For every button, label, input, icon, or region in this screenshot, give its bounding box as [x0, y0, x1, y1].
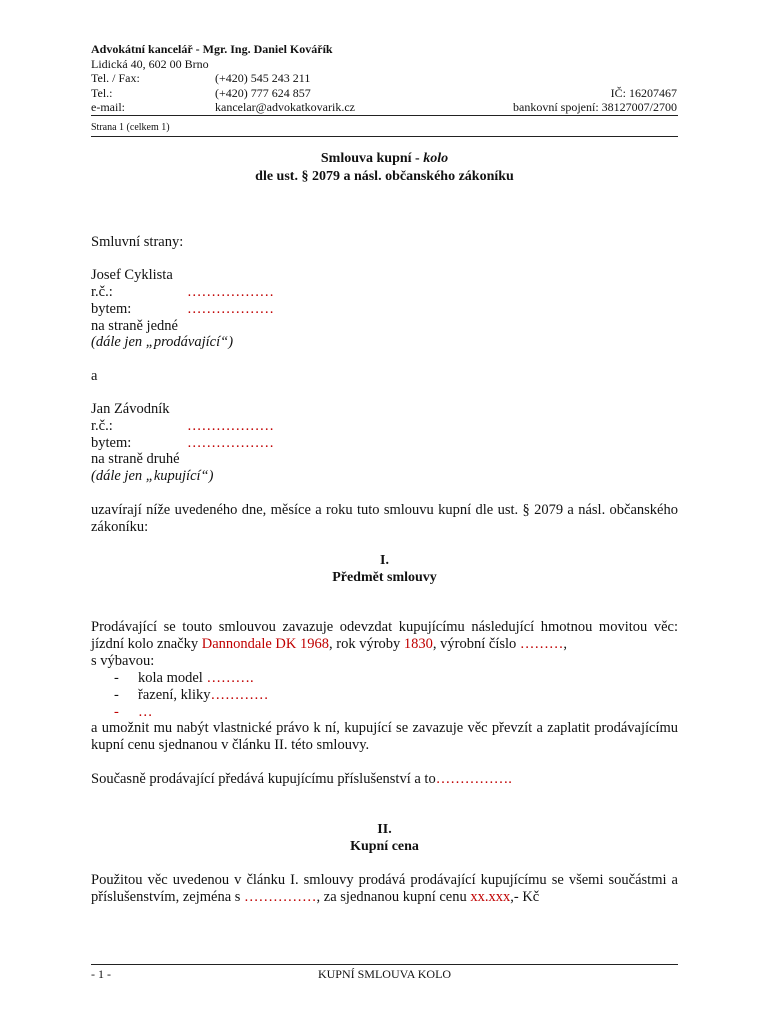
seller-address-label: bytem: — [91, 301, 132, 317]
header-divider — [91, 115, 678, 116]
article-2-heading: Kupní cena — [350, 839, 419, 854]
email-label: e-mail: — [91, 100, 125, 114]
buyer-address-value: ……………… — [187, 435, 274, 451]
email-value: kancelar@advokatkovarik.cz — [215, 100, 355, 114]
parties-intro: uzavírají níže uvedeného dne, měsíce a roku tuto smlouvu kupní dle ust. § 2079 a násl. občanského zákoníku: — [91, 502, 678, 535]
equipment-label: s výbavou: — [91, 653, 155, 669]
list-item — [114, 704, 153, 721]
price-text-b: , za sjednanou kupní cenu — [316, 888, 471, 905]
seller-alias: (dále jen „prodávající“) — [91, 334, 234, 350]
bullet-dash: - — [114, 670, 119, 686]
tel-label: Tel.: — [91, 85, 113, 100]
article-1-text-d: , — [563, 635, 568, 652]
bullet-label: řazení, kliky — [138, 687, 211, 703]
buyer-name: Jan Závodník — [91, 401, 170, 417]
accessories-value: ……………. — [435, 771, 512, 787]
article-2-paragraph-1 — [91, 872, 678, 905]
footer-divider — [91, 964, 678, 965]
header-divider-bottom — [91, 136, 678, 137]
buyer-address-label: bytem: — [91, 435, 132, 451]
bank-account: bankovní spojení: 38127007/2700 — [513, 100, 677, 114]
buyer-rc-label: r.č.: — [91, 418, 113, 434]
title-prefix: Smlouva kupní - — [320, 151, 424, 166]
price-text-c: ,- Kč — [510, 888, 540, 905]
article-2-number: II. — [377, 822, 392, 837]
article-1-text-b: , rok výroby — [329, 635, 404, 652]
footer-title: KUPNÍ SMLOUVA KOLO — [317, 967, 452, 981]
bullet-value: … — [138, 704, 153, 720]
bullet-label: kola model — [138, 670, 207, 686]
article-1-paragraph-3 — [91, 771, 512, 788]
phone-fax-value: (+420) 545 243 211 — [215, 71, 311, 85]
seller-rc-value: ……………… — [187, 284, 274, 300]
bike-serial: ……… — [519, 635, 564, 652]
seller-name: Josef Cyklista — [91, 267, 173, 283]
tel-value: (+420) 777 624 857 — [215, 85, 311, 100]
bullet-dash: - — [114, 704, 119, 720]
price-value: xx.xxx — [470, 888, 511, 905]
article-1-paragraph-2: a umožnit mu nabýt vlastnické právo k ní, kupující se zavazuje věc převzít a zaplatit prodávajícímu kupní cenu sjednanou v článku II. této smlouvy. — [91, 720, 678, 753]
document-subtitle: dle ust. § 2079 a násl. občanského zákoníku — [255, 169, 514, 184]
footer-page-number: - 1 - — [91, 967, 111, 981]
firm-name: Advokátní kancelář - Mgr. Ing. Daniel Kovářík — [91, 42, 333, 56]
article-1-heading: Předmět smlouvy — [332, 570, 437, 585]
bullet-dash: - — [114, 687, 119, 703]
company-id: IČ: 16207467 — [610, 85, 677, 100]
bike-year: 1830 — [403, 635, 433, 652]
article-1-text-c: , výrobní číslo — [432, 635, 520, 652]
parties-and: a — [91, 368, 98, 384]
phone-fax-label: Tel. / Fax: — [91, 71, 140, 85]
article-1-paragraph-1 — [91, 619, 678, 652]
seller-side: na straně jedné — [91, 318, 178, 334]
bike-brand: Dannondale DK 1968 — [201, 635, 329, 652]
article-1-text-a: Prodávající se touto smlouvou zavazuje odevzdat kupujícímu následující hmotnou movitou věc: jízdní kolo značky — [91, 619, 678, 652]
page-info: Strana 1 (celkem 1) — [91, 122, 170, 133]
list-item — [114, 670, 254, 687]
bullet-value: ………… — [210, 687, 269, 703]
seller-address-value: ……………… — [187, 301, 274, 317]
list-item — [114, 687, 268, 704]
accessories-text: Současně prodávající předává kupujícímu příslušenství a to — [91, 771, 436, 787]
firm-address: Lidická 40, 602 00 Brno — [91, 56, 209, 71]
buyer-rc-value: ……………… — [187, 418, 274, 434]
title-subject: kolo — [423, 151, 449, 166]
buyer-alias: (dále jen „kupující“) — [91, 468, 214, 484]
price-text-a: Použitou věc uvedenou v článku I. smlouvy prodává prodávající kupujícímu se všemi součástmi a příslušenstvím, zejména s — [91, 872, 678, 905]
article-1-number: I. — [380, 553, 389, 568]
document-title — [91, 150, 678, 168]
price-accessories-value: …………… — [244, 888, 317, 905]
seller-rc-label: r.č.: — [91, 284, 113, 300]
parties-heading: Smluvní strany: — [91, 234, 184, 250]
bullet-value: ………. — [206, 670, 254, 686]
buyer-side: na straně druhé — [91, 451, 180, 467]
letterhead — [91, 42, 677, 115]
